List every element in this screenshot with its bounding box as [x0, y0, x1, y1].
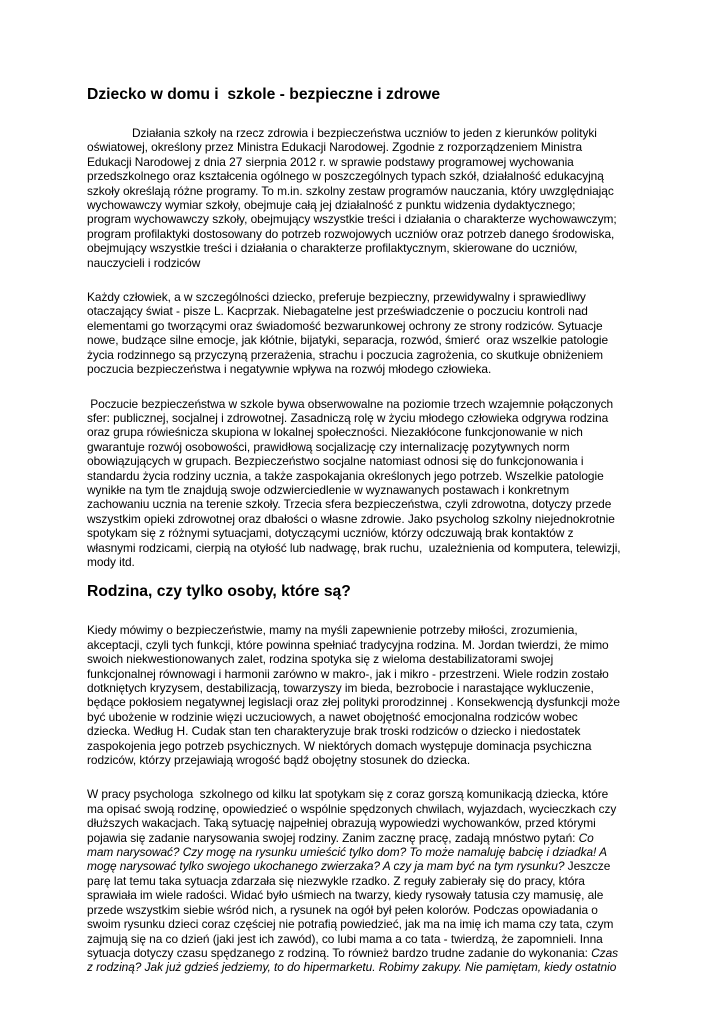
text-line: wynikłe na tym tle znajdują swoje odzwierciedlenie w wyznawanych postawach i konkretnym — [87, 482, 570, 497]
paragraph-safety-policy — [87, 126, 643, 270]
text-line: życia rodzinnego są przyczyną przerażenia, strachu i poczucia zagrożenia, co skutkuje obniżeniem — [87, 347, 604, 362]
text-segment: zajmują się na co dzień (jaki jest ich zawód), co lubi mama a co tata - twierdzą, że zapomnieli. Inna — [87, 931, 603, 946]
text-line: funkcjonalnej równowagi i harmonii zarówno w makro-, jak i mikro - przestrzeni. Wiele rodzin zostało — [87, 666, 609, 681]
text-segment: W pracy psychologa szkolnego od kilku lat spotykam się z coraz gorszą komunikacją dziecka, które — [87, 787, 609, 802]
text-segment: sytuacja dotyczy czasu spędzanego z rodziną. To również bardzo trudne zadanie do wykonania: — [87, 945, 592, 960]
text-line: akceptacji, czyli tych funkcji, które powinna spełniać tradycyjna rodzina. M. Jordan twierdzi, że mimo — [87, 637, 609, 652]
italic-text: Czas — [591, 945, 619, 960]
document-title: Dziecko w domu i szkole - bezpieczne i zdrowe — [87, 86, 441, 103]
text-line: dotkniętych kryzysem, destabilizacją, towarzyszy im bieda, bezrobocie i narastające wykluczenie, — [87, 681, 594, 695]
text-line: będące pokłosiem negatywnej legislacji oraz złej polityki prorodzinnej . Konsekwencją dysfunkcji może — [87, 695, 620, 710]
section-title-family: Rodzina, czy tylko osoby, które są? — [87, 583, 351, 601]
text-line: wychowawczy wymiar szkoły, obejmuje całą jej działalność z punktu widzenia dydaktycznego; — [87, 198, 576, 213]
text-segment: dłuższych wakacjach. Taką sytuację najpełniej obrazują wypowiedzi wychowanków, przed którymi — [87, 816, 596, 831]
italic-text: mam narysować? Czy mogę na rysunku umieścić tylko dom? To może namaluję babcię i dziadka! A — [87, 845, 607, 860]
text-line — [87, 946, 643, 960]
paragraph-psychologist-work — [87, 787, 643, 974]
text-line: program wychowawczy szkoły, obejmujący wszystkie treści i działania o charakterze wychowawczym; — [87, 212, 617, 227]
italic-text: mogę narysować tylko swojego ukochanego zwierzaka? A czy ja mam być na tym rysunku? — [87, 859, 565, 874]
text-line: Kiedy mówimy o bezpieczeństwie, mamy na myśli zapewnienie potrzeby miłości, zrozumienia, — [87, 623, 578, 638]
text-line — [87, 787, 643, 801]
text-line: Działania szkoły na rzecz zdrowia i bezpieczeństwa uczniów to jeden z kierunków polityki — [132, 126, 597, 140]
text-line: rodziców, którzy przejawiają wrogość bądź obojętny stosunek do dziecka. — [87, 753, 471, 768]
text-line: własnymi rodzicami, cierpią na otyłość lub nadwagę, brak ruchu, uzależnienia od komputera, telewizji, — [87, 540, 621, 555]
text-line — [87, 888, 643, 902]
text-segment: Jeszcze — [564, 859, 611, 874]
text-line: dziecka. Według H. Cudak stan ten charakteryzuje brak troski rodziców o dziecko i niedostatek — [87, 724, 581, 739]
text-line: szkoły określają różne programy. To m.in. szkolny zestaw programów nauczania, który uwzględniając — [87, 183, 614, 198]
text-line: zaspokojenia jego potrzeb psychicznych. W niektórych domach występuje dominacja psychiczna — [87, 738, 592, 753]
text-segment: pojawia się zadanie narysowania swojej rodziny. Zanim zacznę pracę, zadają mnóstwo pytań: — [87, 830, 579, 845]
text-line: zachowaniu ucznia na terenie szkoły. Trzecia sfera bezpieczeństwa, czyli zdrowotna, dotyczy przede — [87, 497, 612, 512]
text-line: oraz grupa rówieśnicza skupiona w lokalnej społeczności. Niezakłócone funkcjonowanie w nich — [87, 425, 583, 440]
text-line — [87, 859, 643, 873]
document-content — [87, 84, 643, 995]
text-line: program profilaktyki dostosowany do potrzeb rozwojowych uczniów oraz potrzeb danego środowiska, — [87, 226, 615, 241]
text-line: obowiązujących w grupach. Bezpieczeństwo socjalne natomiast odnosi się do funkcjonowania i — [87, 454, 584, 469]
text-line: gwarantuje rozwój osobowości, prawidłową socjalizację czy internalizację pozytywnych norm — [87, 439, 570, 454]
text-segment: przede wszystkim siebie wśród nich, a rysunek na ogół był pełen kolorów. Podczas opowiadania o — [87, 902, 598, 917]
text-line: poczucia bezpieczeństwa i negatywnie wpływa na rozwój młodego człowieka. — [87, 362, 492, 377]
italic-text: Co — [578, 830, 594, 845]
text-line: swoich niekwestionowanych zalet, rodzina spotyka się z wieloma destabilizatorami swojej — [87, 652, 554, 667]
text-line: spotykam się z różnymi sytuacjami, dotyczącymi uczniów, którzy odczuwają brak kontaktów z — [87, 526, 574, 541]
text-line — [87, 816, 643, 830]
text-line — [87, 802, 643, 816]
paragraph-child-needs — [87, 290, 643, 376]
italic-text: z rodziną? Jak już gdzieś jedziemy, to do hipermarketu. Robimy zakupy. Nie pamiętam, kiedy ostatnio — [87, 960, 617, 975]
text-segment: swoim rysunku dzieci coraz częściej nie potrafią powiedzieć, jak ma na imię ich mama czy tata, czym — [87, 917, 614, 932]
text-line: Poczucie bezpieczeństwa w szkole bywa obserwowalne na poziomie trzech wzajemnie połączonych — [87, 396, 614, 411]
text-line: elementami go tworzącymi oraz świadomość bezwarunkowej ochrony ze strony rodziców. Sytuacje — [87, 318, 603, 333]
text-line: Edukacji Narodowej z dnia 27 sierpnia 2012 r. w sprawie podstawy programowej wychowania — [87, 154, 574, 169]
text-segment: sprawiała im wiele radości. Widać było uśmiech na twarzy, kiedy rysowały tatusia czy mamusię, ale — [87, 888, 604, 903]
text-line: nowe, budzące silne emocje, jak kłótnie, bijatyki, separacja, rozwód, śmierć oraz wszelkie patologie — [87, 333, 609, 348]
text-line — [87, 932, 643, 946]
text-line: mody itd. — [87, 554, 135, 569]
text-line: Każdy człowiek, a w szczególności dziecko, preferuje bezpieczny, przewidywalny i sprawiedliwy — [87, 290, 586, 305]
paragraph-school-safety — [87, 397, 643, 570]
text-line — [87, 845, 643, 859]
text-line: standardu życia rodziny ucznia, a także zaspokajania określonych jego potrzeb. Wszelkie patologie — [87, 468, 604, 483]
text-segment: ma opisać swoją rodzinę, opowiedzieć o wspólnie spędzonych chwilach, wyjazdach, wycieczkach czy — [87, 801, 617, 816]
text-line: wszystkim opieki zdrowotnej oraz dbałości o własne zdrowie. Jako psycholog szkolny niejednokrotnie — [87, 511, 615, 526]
text-line: obejmujący wszystkie treści i działania o charakterze profilaktycznym, skierowane do uczniów, — [87, 241, 578, 256]
paragraph-family-security — [87, 623, 643, 767]
text-line — [87, 917, 643, 931]
text-line: oświatowej, określony przez Ministra Edukacji Narodowej. Zgodnie z rozporządzeniem Ministra — [87, 140, 583, 155]
text-line — [87, 903, 643, 917]
text-line: nauczycieli i rodziców — [87, 255, 201, 270]
text-segment: parę lat temu taka sytuacja zdarzała się niezwykle rzadko. Z reguły zabierały się do pracy, która — [87, 873, 585, 888]
text-line — [87, 960, 643, 974]
text-line — [87, 831, 643, 845]
text-line: sfer: publicznej, socjalnej i zdrowotnej. Zasadniczą rolę w życiu młodego człowieka odgrywa rodzina — [87, 410, 609, 425]
text-line: otaczający świat - pisze L. Kacprzak. Niebagatelne jest przeświadczenie o poczuciu kontroli nad — [87, 304, 588, 319]
text-line: być ubożenie w rodzinie więzi uczuciowych, a nawet obojętność emocjonalna rodziców wobec — [87, 709, 578, 724]
text-line — [87, 874, 643, 888]
text-line: przedszkolnego oraz kształcenia ogólnego w poszczególnych typach szkół, działalność edukacyjną — [87, 169, 604, 184]
